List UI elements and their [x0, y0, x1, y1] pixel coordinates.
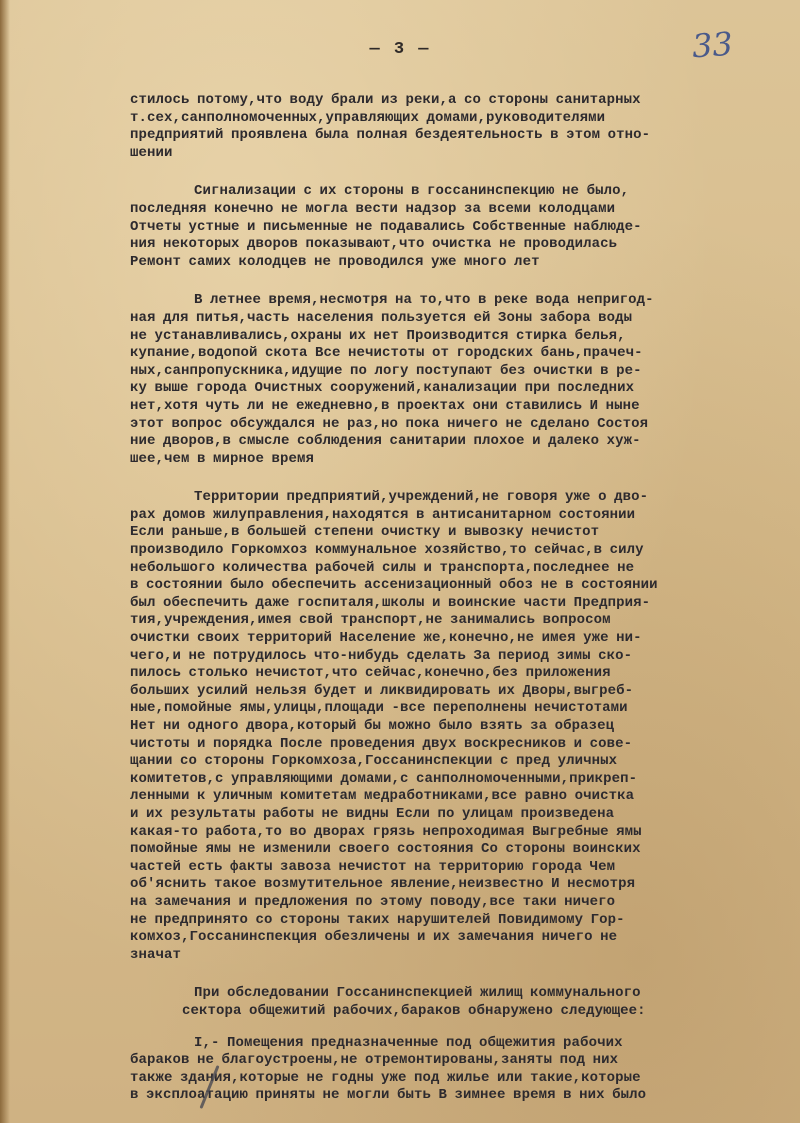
paragraph-6 — [130, 1035, 782, 1105]
text-line: очистки своих территорий Население же,конечно,не имея уже ни- — [130, 630, 642, 647]
text-line: также здания,которые не годны уже под жилье или такие,которые — [130, 1069, 641, 1086]
text-line: Ремонт самих колодцев не проводился уже много лет — [130, 253, 540, 270]
text-line: ние дворов,в смысле соблюдения санитарии плохое и далеко хуж- — [130, 433, 641, 450]
text-line: чего,и не потрудилось что-нибудь сделать За период зимы ско- — [130, 647, 633, 664]
text-line: Отчеты устные и письменные не подавались Собственные наблюде- — [130, 218, 642, 235]
text-line: ния некоторых дворов показывают,что очистка не проводилась — [130, 236, 618, 253]
text-line: комитетов,с управляющими домами,с санполномоченными,прикреп- — [130, 770, 638, 787]
text-line: т.сех,санполномоченных,управляющих домами,руководителями — [130, 109, 606, 126]
document-body — [132, 92, 782, 1105]
text-line: В летнее время,несмотря на то,что в реке вода непригод- — [194, 292, 654, 309]
text-line: бараков не благоустроены,не отремонтированы,заняты под них — [130, 1052, 619, 1069]
text-line: последняя конечно не могла вести надзор за всеми колодцами — [130, 200, 616, 217]
text-line: какая-то работа,то во дворах грязь непроходимая Выгребные ямы — [130, 823, 642, 840]
text-line: на замечания и предложения по этому поводу,все таки ничего — [130, 893, 616, 910]
text-line: ленными к уличным комитетам медработниками,все равно очистка — [130, 788, 635, 805]
text-line: помойные ямы не изменили своего состояния Со стороны воинских — [130, 841, 641, 858]
text-line: Территории предприятий,учреждений,не говоря уже о дво- — [194, 489, 649, 506]
text-line: шее,чем в мирное время — [130, 450, 315, 467]
text-line: небольшого количества рабочей силы и транспорта,последнее не — [130, 559, 635, 576]
text-line: производило Горкомхоз коммунальное хозяйство,то сейчас,в силу — [130, 542, 644, 559]
text-line: сектора общежитий рабочих,бараков обнаружено следующее: — [182, 1002, 646, 1019]
text-line: частей есть факты завоза нечистот на территорию города Чем — [130, 858, 616, 875]
text-line: При обследовании Госсанинспекцией жилищ коммунального — [194, 985, 641, 1002]
text-line: пилось столько нечистот,что сейчас,конечно,без приложения — [130, 665, 611, 682]
text-line: стилось потому,что воду брали из реки,а со стороны санитарных — [130, 92, 641, 108]
text-line: купание,водопой скота Все нечистоты от городских бань,прачеч- — [130, 345, 643, 362]
text-line: тия,учреждения,имея свой транспорт,не занимались вопросом — [130, 612, 611, 629]
paragraph-3 — [130, 292, 782, 468]
archive-page-number: 33 — [690, 24, 734, 66]
text-line: этот вопрос обсуждался не раз,но пока ничего не сделано Состоя — [130, 415, 649, 432]
paragraph-5 — [130, 985, 782, 1020]
text-line: Нет ни одного двора,который бы можно было взять за образец — [130, 718, 615, 734]
text-line: чистоты и порядка После проведения двух воскресников и сове- — [130, 735, 633, 752]
text-line: рах домов жилуправления,находятся в антисанитарном состоянии — [130, 506, 636, 523]
paragraph-2 — [130, 183, 782, 271]
text-line: ные,помойные ямы,улицы,площади -все переполнены нечистотами — [130, 700, 628, 717]
page-edge-shadow — [0, 0, 10, 1123]
text-line: предприятий проявлена была полная бездеятельность в этом отно- — [130, 127, 651, 144]
paragraph-1 — [130, 92, 782, 162]
text-line: в эксплоатацию приняты не могли быть В зимнее время в них было — [130, 1087, 647, 1104]
text-line: об'яснить такое возмутительное явление,неизвестно И несмотря — [130, 876, 636, 893]
text-line: был обеспечить даже госпиталя,школы и воинские части Предприя- — [130, 594, 651, 611]
text-line: не предпринято со стороны таких нарушителей Повидимому Гор- — [130, 911, 625, 928]
text-line: ных,санпропускника,идущие по логу поступают без очистки в ре- — [130, 362, 642, 379]
text-line: не устанавливались,охраны их нет Производится стирка белья, — [130, 327, 626, 344]
text-line: нет,хотя чуть ли не ежедневно,в проектах они ставились И ныне — [130, 397, 640, 414]
text-line: I,- Помещения предназначенные под общежития рабочих — [194, 1034, 623, 1051]
page-number: — 3 — — [369, 40, 431, 59]
text-line: шении — [130, 144, 173, 161]
paragraph-4 — [130, 489, 782, 964]
text-line: ку выше города Очистных сооружений,канализации при последних — [130, 380, 635, 397]
text-line: щании со стороны Горкомхоза,Госсанинспекции с пред уличных — [130, 753, 618, 770]
text-line: больших усилий нельзя будет и ликвидировать их Дворы,выгреб- — [130, 682, 634, 699]
text-line: комхоз,Госсанинспекция обезличены и их замечания ничего не — [130, 929, 618, 946]
text-line: Если раньше,в большей степени очистку и вывозку нечистот — [130, 524, 600, 541]
text-line: в состоянии было обеспечить ассенизационный обоз не в состоянии — [130, 577, 658, 594]
text-line: ная для питья,часть населения пользуется ей Зоны забора воды — [130, 309, 633, 326]
text-line: и их результаты работы не видны Если по улицам произведена — [130, 805, 615, 822]
text-line: Сигнализации с их стороны в госсанинспекцию не было, — [194, 183, 630, 200]
text-line: значат — [130, 946, 182, 963]
